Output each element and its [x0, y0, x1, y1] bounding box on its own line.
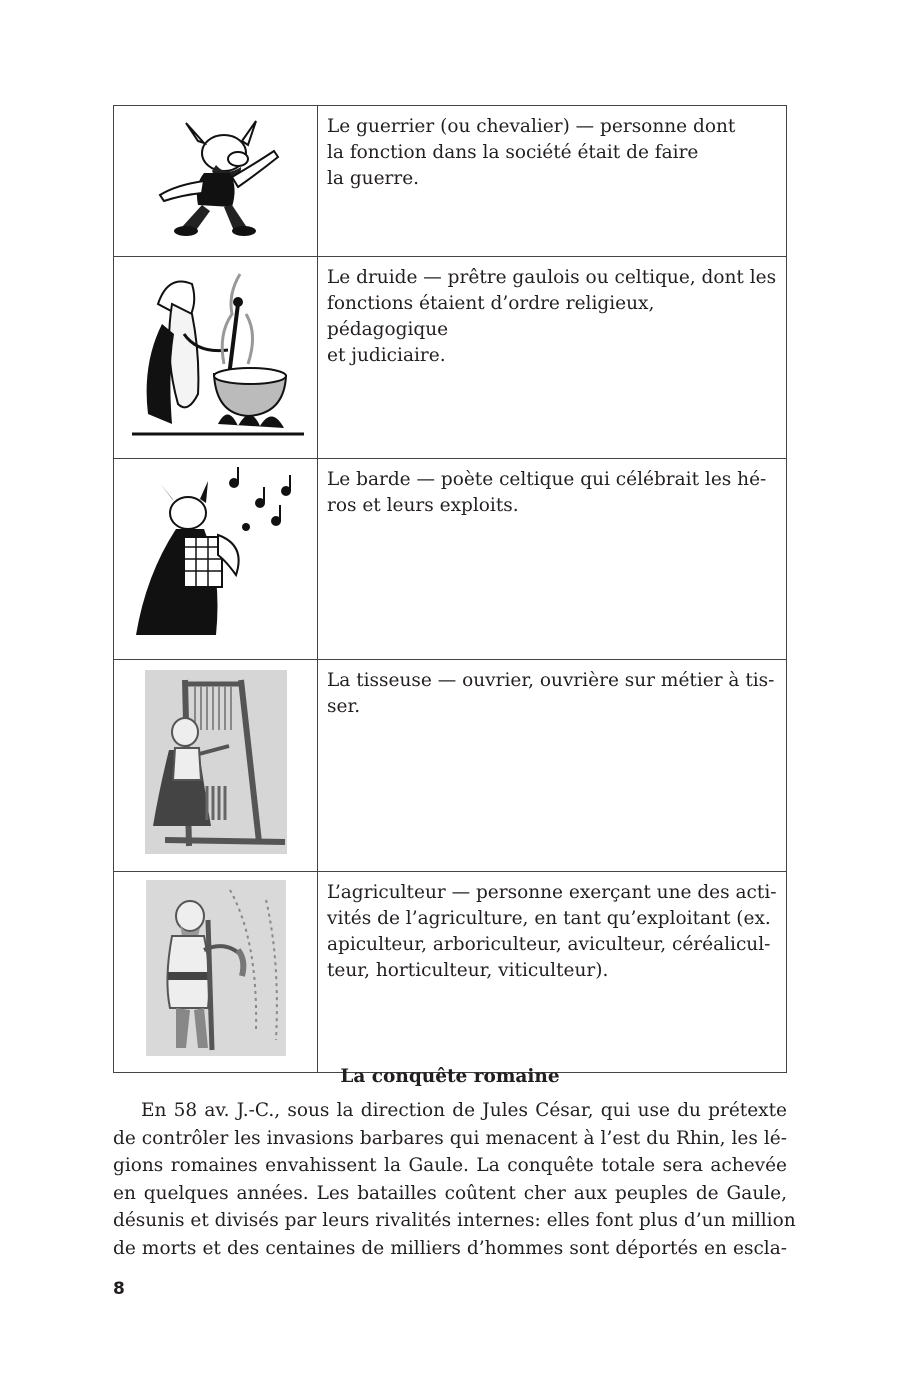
definition-cell	[318, 872, 787, 1073]
table-row	[114, 257, 787, 459]
definition-line: apiculteur, arboriculteur, aviculteur, céréalicul-	[327, 934, 771, 955]
warrior-illustration	[146, 115, 286, 239]
body-paragraph	[113, 1097, 796, 1262]
table-row	[114, 106, 787, 257]
page-number: 8	[113, 1279, 125, 1299]
section-title: La conquête romaine	[340, 1066, 560, 1087]
paragraph-line: de contrôler les invasions barbares qui menacent à l’est du Rhin, les lé-	[113, 1127, 787, 1149]
definition-cell	[318, 106, 787, 257]
definition-line: ros et leurs exploits.	[327, 495, 519, 516]
definition-line: L’agriculteur — personne exerçant une des acti-	[327, 882, 777, 903]
definition-line: la guerre.	[327, 168, 420, 189]
table-row	[114, 459, 787, 660]
definition-line: et judiciaire.	[327, 345, 446, 366]
definition-line: ser.	[327, 696, 361, 717]
image-cell	[114, 872, 318, 1073]
definition-line: La tisseuse — ouvrier, ouvrière sur métier à tis-	[327, 670, 775, 691]
definition-line: Le barde — poète celtique qui célébrait les hé-	[327, 469, 767, 490]
table-row	[114, 660, 787, 872]
weaver-illustration	[145, 670, 287, 854]
table-row	[114, 872, 787, 1073]
paragraph-line: en quelques années. Les batailles coûtent cher aux peuples de Gaule,	[113, 1182, 787, 1204]
paragraph-line: de morts et des centaines de milliers d’hommes sont déportés en escla-	[113, 1237, 787, 1259]
definition-cell	[318, 257, 787, 459]
definition-line: Le guerrier (ou chevalier) — personne dont	[327, 116, 736, 137]
definition-cell	[318, 459, 787, 660]
definition-line: Le druide — prêtre gaulois ou celtique, dont les	[327, 267, 777, 288]
druid-illustration	[128, 264, 304, 444]
definition-line: teur, horticulteur, viticulteur).	[327, 960, 609, 981]
vocabulary-table	[113, 105, 787, 1073]
definition-line: fonctions étaient d’ordre religieux, pédagogique	[327, 293, 655, 340]
definition-cell	[318, 660, 787, 872]
image-cell	[114, 459, 318, 660]
image-cell	[114, 106, 318, 257]
image-cell	[114, 660, 318, 872]
farmer-illustration	[146, 880, 286, 1056]
definition-line: vités de l’agriculture, en tant qu’exploitant (ex.	[327, 908, 771, 929]
paragraph-line: gions romaines envahissent la Gaule. La conquête totale sera achevée	[113, 1155, 787, 1176]
definition-line: la fonction dans la société était de faire	[327, 142, 699, 163]
bard-illustration	[126, 465, 306, 645]
paragraph-line: désunis et divisés par leurs rivalités internes: elles font plus d’un million	[113, 1210, 796, 1231]
image-cell	[114, 257, 318, 459]
paragraph-line: En 58 av. J.-C., sous la direction de Jules César, qui use du prétexte	[141, 1100, 787, 1121]
